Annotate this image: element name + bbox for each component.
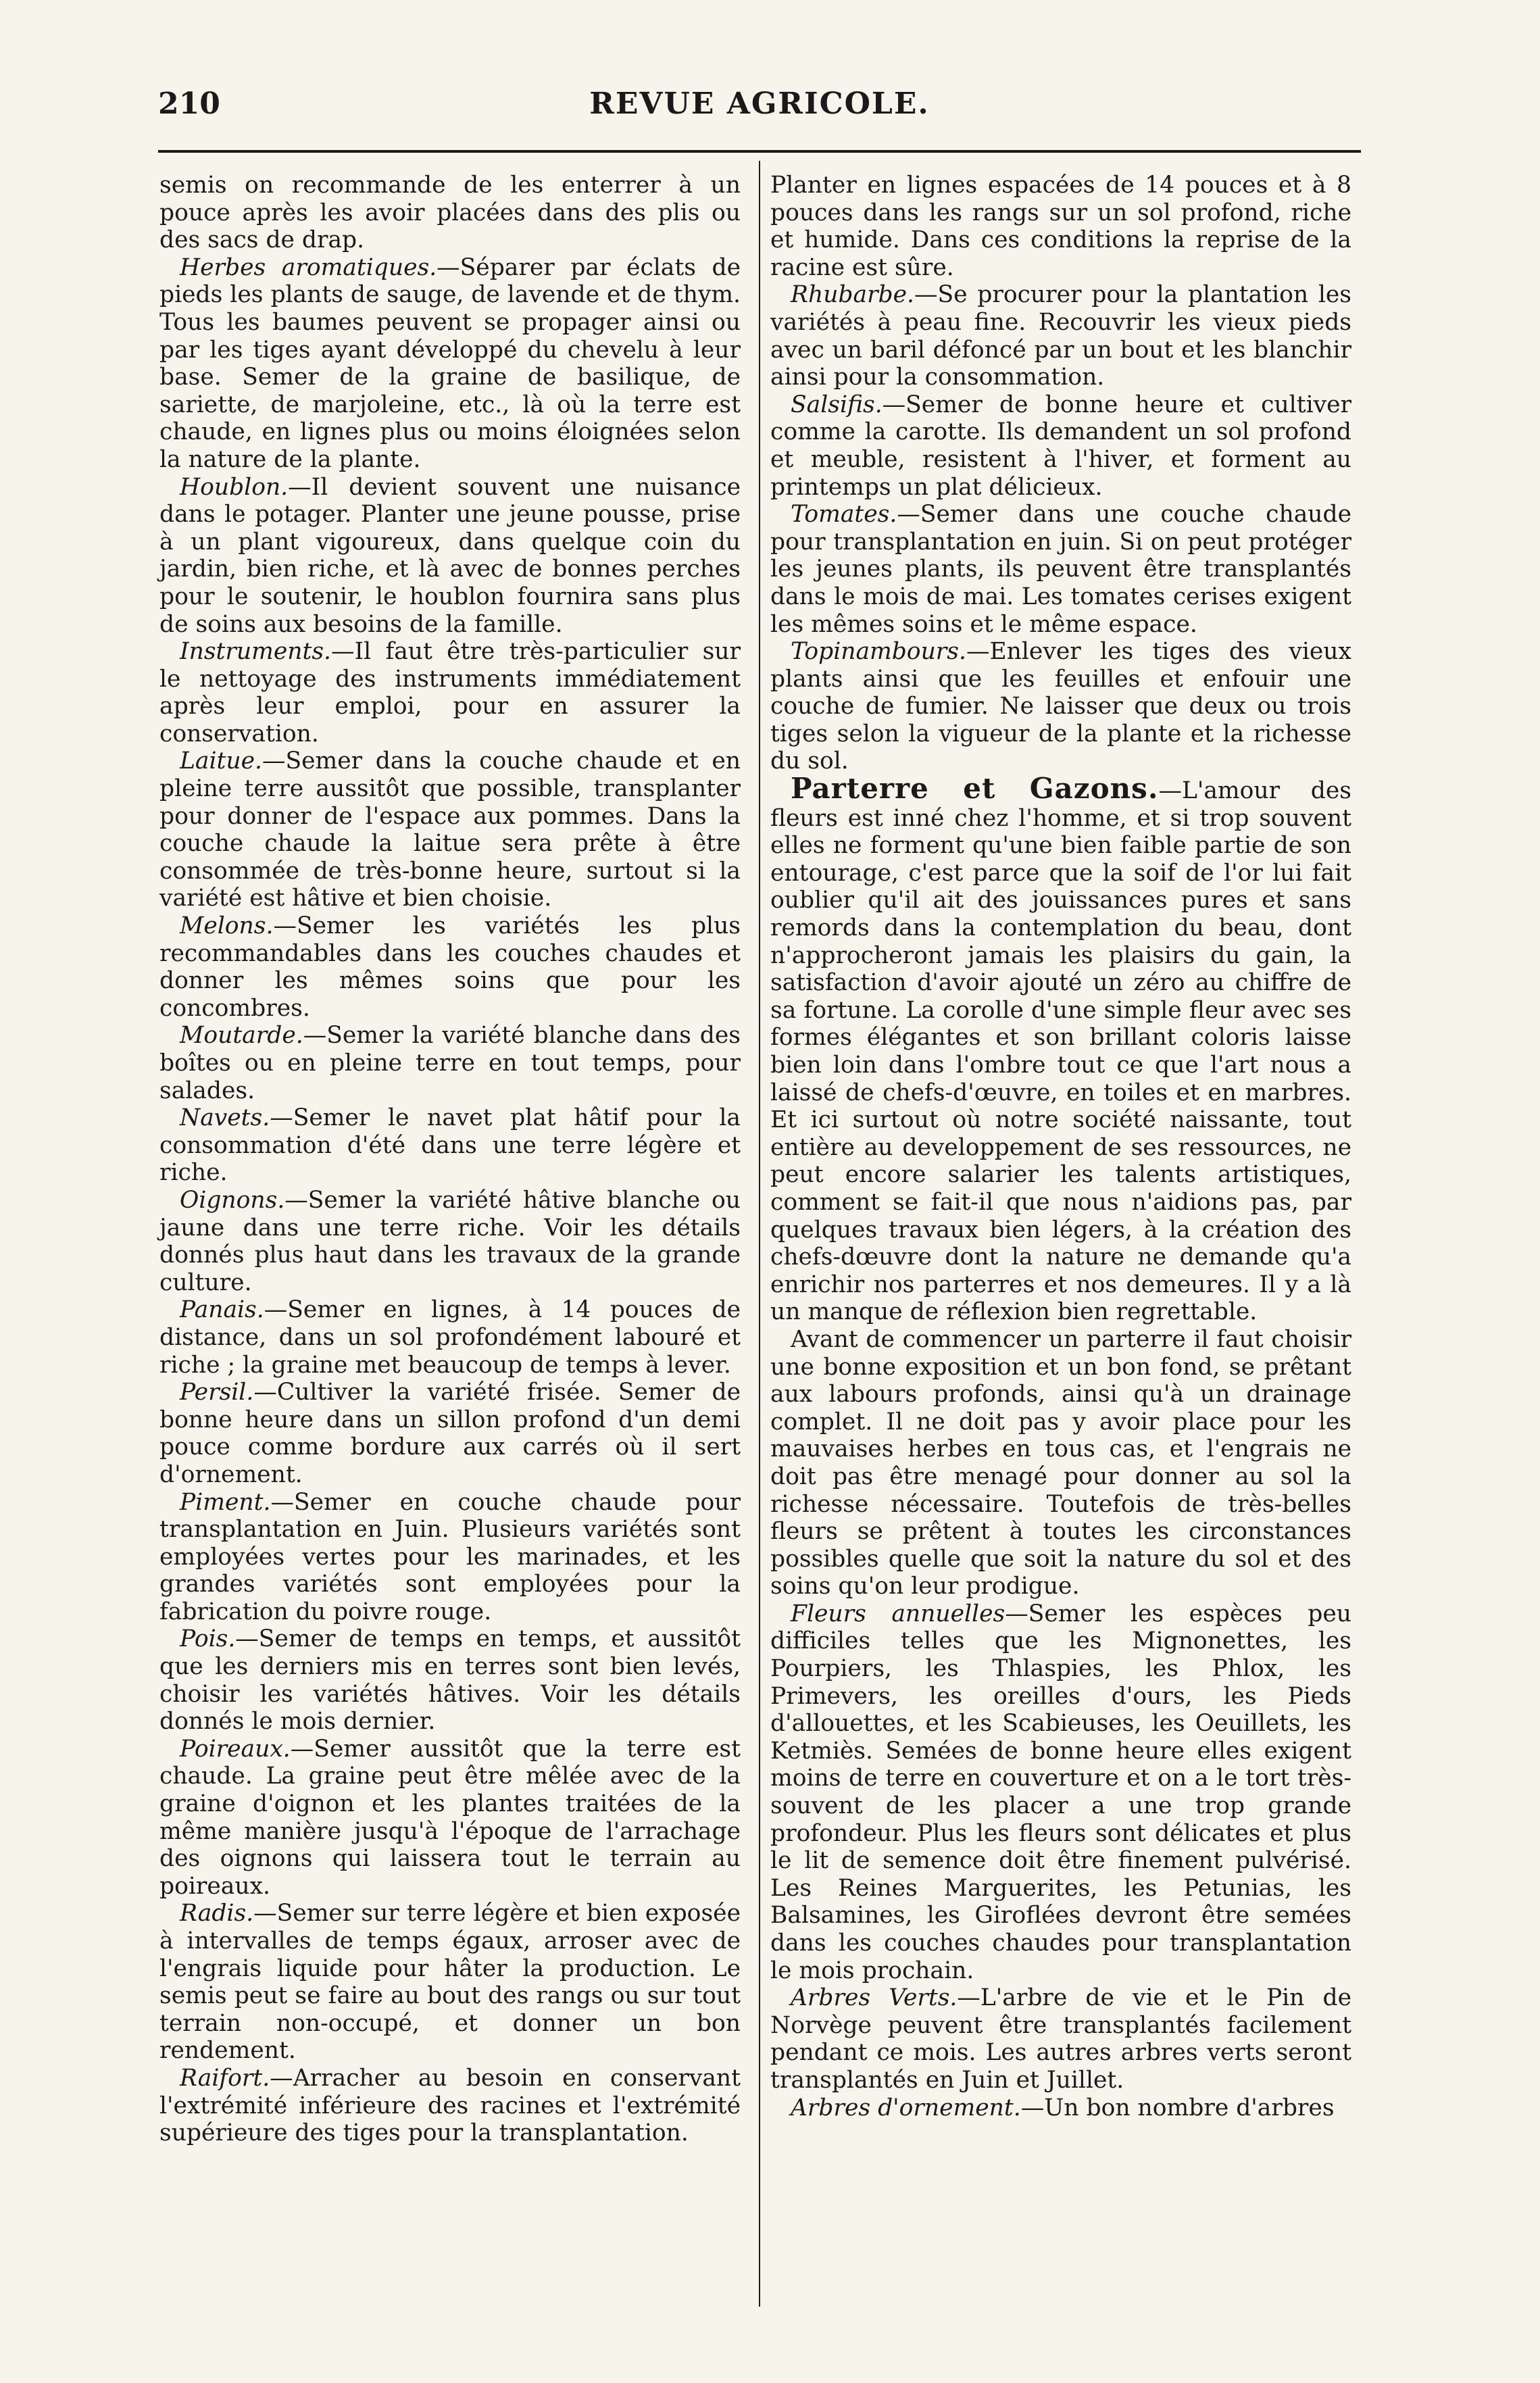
entry-term: Pois. [180,1625,236,1653]
paragraph [159,1104,741,1187]
entry-term: Piment. [180,1488,271,1516]
paragraph-text: —Arracher au besoin en conservant l'extrémité inférieure des racines et l'extrémité supérieure des tiges pour la transplantation. [159,2064,741,2147]
column-separator [759,161,760,2307]
entry-term: Arbres Verts. [791,1984,958,2012]
paragraph [770,2094,1351,2122]
entry-term: Tomates. [791,501,897,529]
paragraph [159,1736,741,1900]
paragraph [770,501,1351,638]
entry-term: Raifort. [180,2064,270,2092]
entry-term: Rhubarbe. [791,281,915,309]
paragraph [770,1600,1351,1984]
paragraph [770,391,1351,501]
paragraph [770,1326,1351,1600]
paragraph-text: —Enlever les tiges des vieux plants ainsi que les feuilles et enfouir une couche de fumier. Ne laisser que deux ou trois tiges selon la vigueur de la plante et la richesse du sol. [770,638,1351,775]
paragraph [159,1900,741,2065]
entry-term: Moutarde. [180,1022,303,1050]
paragraph-text: —Semer de temps en temps, et aussitôt que les derniers mis en terres sont bien levés, choisir les variétés hâtives. Voir les détails donnés le mois dernier. [159,1625,741,1736]
paragraph-text: —Semer la variété hâtive blanche ou jaune dans une terre riche. Voir les détails donnés plus haut dans les travaux de la grande culture. [159,1186,741,1296]
paragraph-text: semis on recommande de les enterrer à un pouce après les avoir placées dans des plis ou des sacs de drap. [159,172,741,254]
paragraph-text: —L'amour des fleurs est inné chez l'homme, et si trop souvent elles ne forment qu'une bien faible partie de son entourage, c'est parce que la soif de l'or lui fait oublier qu'il ait des jouissances pures et sans remords dans la contemplation du beau, dont n'approcheront jamais les plaisirs du gain, la satisfaction d'avoir ajouté un zéro au chiffre de sa fortune. La corolle d'une simple fleur avec ses formes élégantes et son brillant coloris laisse bien loin dans l'ombre tout ce que l'art nous a laissé de chefs-d'œuvre, en toiles et en marbres. Et ici surtout où notre société naissante, tout entière au developpement de ses ressources, ne peut encore salarier les talents artistiques, comment se fait-il que nous n'aidions pas, par quelques travaux bien légers, à la création des chefs-dœuvre dont la nature ne demande qu'a enrichir nos parterres et nos demeures. Il y a là un manque de réflexion bien regrettable. [770,777,1351,1326]
paragraph-text: —Se procurer pour la plantation les variétés à peau fine. Recouvrir les vieux pieds avec un baril défoncé par un bout et les blanchir ainsi pour la consommation. [770,281,1351,391]
paragraph-text: —Il faut être très-particulier sur le nettoyage des instruments immédiatement après leur emploi, pour en assurer la conservation. [159,638,741,747]
paragraph-text: Planter en lignes espacées de 14 pouces et à 8 pouces dans les rangs sur un sol profond, riche et humide. Dans ces conditions la reprise de la racine est sûre. [770,172,1351,281]
paragraph [159,1379,741,1488]
paragraph-text: —Semer sur terre légère et bien exposée à intervalles de temps égaux, arroser avec de l'engrais liquide pour hâter la production. Le semis peut se faire au bout des rangs ou sur tout terrain non-occupé, et donner un bon rendement. [159,1900,741,2065]
paragraph-text: —Semer le navet plat hâtif pour la consommation d'été dans une terre légère et riche. [159,1104,741,1187]
paragraph [159,254,741,474]
paragraph-text: —Un bon nombre d'arbres [1020,2094,1335,2121]
header-rule [158,150,1361,153]
right-column [770,172,1351,2121]
paragraph-text: —Séparer par éclats de pieds les plants de sauge, de lavende et de thym. Tous les baumes peuvent se propager ainsi ou par les tiges ayant développé du chevelu à leur base. Semer de la graine de basilique, de sariette, de marjoleine, etc., là où la terre est chaude, en lignes plus ou moins éloignées selon la nature de la plante. [159,253,741,473]
paragraph-text: —L'arbre de vie et le Pin de Norvège peuvent être transplantés facilement pendant ce mois. Les autres arbres verts seront transplantés en Juin et Juillet. [770,1984,1351,2094]
paragraph [159,1625,741,1735]
entry-term: Topinambours. [791,638,966,666]
entry-term: Fleurs annuelles [791,1600,1005,1627]
paragraph [159,1296,741,1379]
left-column [159,172,741,2147]
entry-term: Radis. [180,1900,254,1927]
paragraph-text: Avant de commencer un parterre il faut choisir une bonne exposition et un bon fond, se prêtant aux labours profonds, ainsi qu'à un drainage complet. Il ne doit pas y avoir place pour les mauvaises herbes en tous cas, et l'engrais ne doit pas être menagé pour donner au sol la richesse nécessaire. Toutefois de très-belles fleurs se prêtent à toutes les circonstances possibles quelle que soit la nature du sol et des soins qu'on leur prodigue. [770,1325,1351,1600]
entry-term: Panais. [180,1296,264,1324]
paragraph [159,747,741,912]
paragraph-text: —Semer la variété blanche dans des boîtes ou en pleine terre en tout temps, pour salades. [159,1022,741,1104]
paragraph-text: —Semer de bonne heure et cultiver comme la carotte. Ils demandent un sol profond et meuble, resistent à l'hiver, et forment au printemps un plat délicieux. [770,391,1351,501]
entry-term: Melons. [180,912,274,940]
paragraph [159,2065,741,2147]
entry-term: Oignons. [180,1186,285,1214]
paragraph [770,638,1351,775]
entry-term: Arbres d'ornement. [791,2094,1021,2121]
paragraph-text: —Il devient souvent une nuisance dans le potager. Planter une jeune pousse, prise à un plant vigoureux, dans quelque coin du jardin, bien riche, et là avec de bonnes perches pour le soutenir, le houblon fournira sans plus de soins aux besoins de la famille. [159,473,741,638]
paragraph-text: —Semer aussitôt que la terre est chaude. La graine peut être mêlée avec de la graine d'oignon et les plantes traitées de la même manière jusqu'à l'époque de l'arrachage des oignons qui laissera tout le terrain au poireaux. [159,1735,741,1900]
paragraph [770,172,1351,281]
paragraph-text: —Semer les variétés les plus recommandables dans les couches chaudes et donner les mêmes soins que pour les concombres. [159,912,741,1022]
page-number: 210 [158,87,220,121]
paragraph [159,1489,741,1626]
entry-term: Instruments. [180,638,332,666]
paragraph-text: —Semer les espèces peu difficiles telles que les Mignonettes, les Pourpiers, les Thlaspies, les Phlox, les Primevers, les oreilles d'ours, les Pieds d'allouettes, et les Scabieuses, les Oeuillets, les Ketmiès. Semées de bonne heure elles exigent moins de terre en couverture et on a le tort très-souvent de les placer a une trop grande profondeur. Plus les fleurs sont délicates et plus le lit de semence doit être finement pulvérisé. Les Reines Marguerites, les Petunias, les Balsamines, les Giroflées devront être semées dans les couches chaudes pour transplantation le mois prochain. [770,1600,1351,1984]
entry-term: Herbes aromatiques. [180,253,437,281]
paragraph [770,772,1351,1326]
paragraph-text: —Cultiver la variété frisée. Semer de bonne heure dans un sillon profond d'un demi pouce comme bordure aux carrés où il sert d'ornement. [159,1379,741,1488]
paragraph-text: —Semer dans une couche chaude pour transplantation en juin. Si on peut protéger les jeunes plants, ils peuvent être transplantés dans le mois de mai. Les tomates cerises exigent les mêmes soins et le même espace. [770,501,1351,638]
paragraph [159,172,741,254]
paragraph [770,1984,1351,2094]
entry-term: Laitue. [180,747,262,775]
paragraph [159,474,741,639]
running-title: REVUE AGRICOLE. [589,87,930,121]
paragraph [770,281,1351,391]
paragraph-text: —Semer dans la couche chaude et en pleine terre aussitôt que possible, transplanter pour donner de l'espace aux pommes. Dans la couche chaude la laitue sera prête à être consommée de très-bonne heure, surtout si la variété est hâtive et bien choisie. [159,747,741,912]
entry-term: Navets. [180,1104,270,1132]
entry-term: Salsifis. [791,391,883,418]
paragraph [159,912,741,1022]
paragraph [159,1187,741,1296]
entry-term: Poireaux. [180,1735,291,1763]
section-heading: Parterre et Gazons. [791,772,1159,806]
paragraph-text: —Semer en couche chaude pour transplantation en Juin. Plusieurs variétés sont employées vertes pour les marinades, et les grandes variétés sont employées pour la fabrication du poivre rouge. [159,1488,741,1625]
entry-term: Persil. [180,1379,254,1406]
paragraph [159,1022,741,1104]
page-header [158,87,1361,135]
entry-term: Houblon. [180,473,289,501]
paragraph [159,638,741,747]
paragraph-text: —Semer en lignes, à 14 pouces de distance, dans un sol profondément labouré et riche ; la graine met beaucoup de temps à lever. [159,1296,741,1379]
